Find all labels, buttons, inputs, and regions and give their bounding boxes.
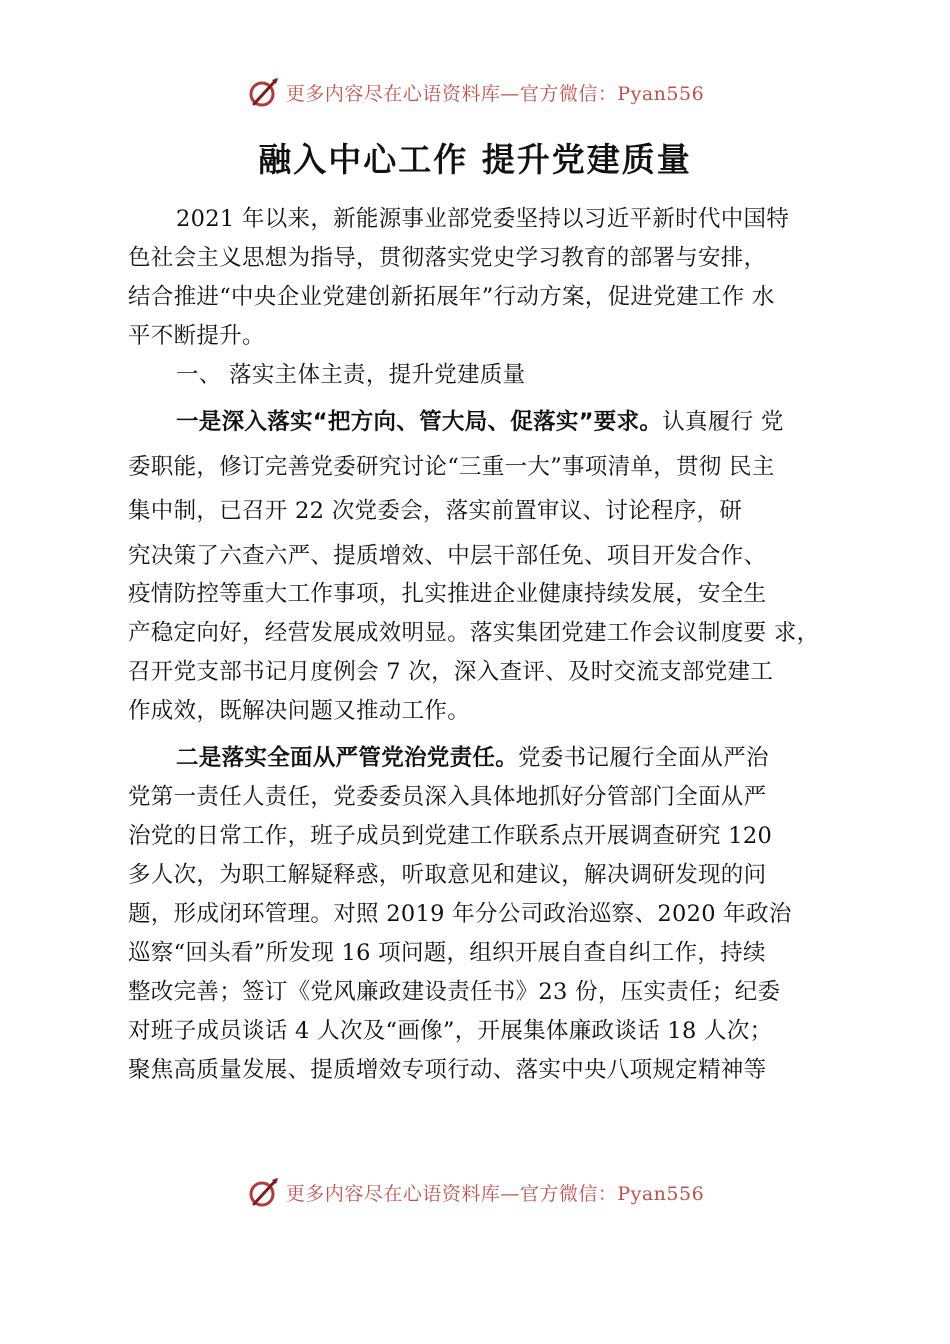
wechat-id: Pyan556 bbox=[617, 82, 705, 105]
section-heading: 一、 落实主体主责，提升党建质量 bbox=[176, 362, 526, 388]
para1-first-line: 一是深入落实“把方向、管大局、促落实”要求。认真履行 党 bbox=[176, 409, 784, 435]
body-line: 2021 年以来，新能源事业部党委坚持以习近平新时代中国特 bbox=[176, 206, 790, 232]
watermark-banner-bottom bbox=[0, 1172, 950, 1212]
document-title: 融入中心工作 提升党建质量 bbox=[258, 140, 692, 179]
body-line: 对班子成员谈话 4 人次及“画像”，开展集体廉政谈话 18 人次； bbox=[128, 1018, 773, 1044]
body-line: 多人次，为职工解疑释惑，听取意见和建议，解决调研发现的问 bbox=[128, 862, 767, 888]
watermark-text: 更多内容尽在心语资料库—官方微信：Pyan556 bbox=[285, 1182, 705, 1205]
wechat-id: Pyan556 bbox=[617, 1182, 705, 1205]
body-line: 召开党支部书记月度例会 7 次，深入查评、及时交流支部党建工 bbox=[128, 659, 774, 685]
body-line: 治党的日常工作，班子成员到党建工作联系点开展调查研究 120 bbox=[128, 823, 773, 849]
body-line: 究决策了六查六严、提质增效、中层干部任免、项目开发合作、 bbox=[128, 543, 767, 569]
body-line: 疫情防控等重大工作事项，扎实推进企业健康持续发展，安全生 bbox=[128, 581, 767, 607]
body-line: 平不断提升。 bbox=[128, 323, 265, 349]
para2-first-line: 二是落实全面从严管党治党责任。党委书记履行全面从严治 bbox=[176, 745, 769, 771]
watermark-banner-top bbox=[0, 72, 950, 112]
body-line: 结合推进“中央企业党建创新拓展年”行动方案，促进党建工作 水 bbox=[128, 284, 775, 310]
body-line: 题，形成闭环管理。对照 2019 年分公司政治巡察、2020 年政治 bbox=[128, 901, 792, 927]
body-line: 色社会主义思想为指导，贯彻落实党史学习教育的部署与安排， bbox=[128, 245, 767, 271]
watermark-text: 更多内容尽在心语资料库—官方微信：Pyan556 bbox=[285, 82, 705, 105]
body-line: 委职能，修订完善党委研究讨论“三重一大”事项清单，贯彻 民主 bbox=[128, 454, 775, 480]
pen-logo-icon bbox=[246, 74, 282, 110]
body-line: 产稳定向好，经营发展成效明显。落实集团党建工作会议制度要 求， bbox=[128, 620, 820, 646]
body-line: 作成效，既解决问题又推动工作。 bbox=[128, 698, 471, 724]
pen-logo-icon bbox=[246, 1174, 282, 1210]
body-line: 整改完善；签订《党风廉政建设责任书》23 份，压实责任；纪委 bbox=[128, 979, 781, 1005]
body-line: 聚焦高质量发展、提质增效专项行动、落实中央八项规定精神等 bbox=[128, 1057, 767, 1083]
body-line: 党第一责任人责任，党委委员深入具体地抓好分管部门全面从严 bbox=[128, 784, 767, 810]
body-line: 巡察“回头看”所发现 16 项问题，组织开展自查自纠工作，持续 bbox=[128, 940, 766, 966]
para2-lead: 二是落实全面从严管党治党责任。 bbox=[176, 745, 519, 771]
body-line: 集中制，已召开 22 次党委会，落实前置审议、讨论程序，研 bbox=[128, 498, 743, 524]
para1-lead: 一是深入落实“把方向、管大局、促落实”要求。 bbox=[176, 409, 663, 435]
